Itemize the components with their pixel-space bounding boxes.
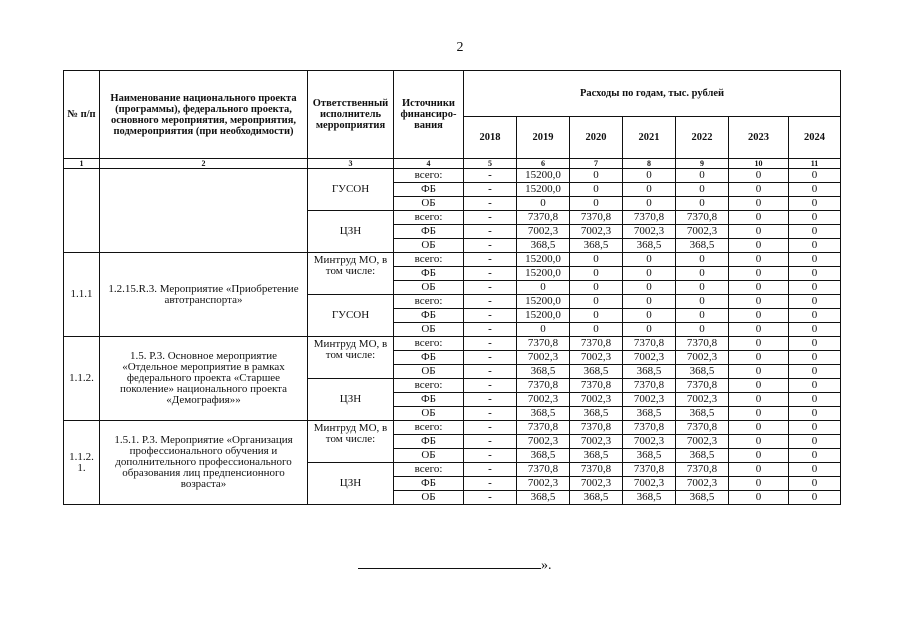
year-value: 7002,3 [517,477,570,491]
table-row [64,337,841,351]
header-num: № п/п [64,71,100,159]
funding-source: ОБ [394,197,464,211]
year-value: 0 [729,169,789,183]
funding-source: всего: [394,295,464,309]
year-value: 0 [789,239,841,253]
year-value: 0 [676,253,729,267]
year-value: 7370,8 [676,337,729,351]
year-value: 0 [729,491,789,505]
funding-source: всего: [394,337,464,351]
year-value: 7370,8 [570,421,623,435]
year-value: 368,5 [570,239,623,253]
item-number: 1.1.2. 1. [64,421,100,505]
funding-source: всего: [394,253,464,267]
year-value: - [464,323,517,337]
year-value: 7370,8 [517,211,570,225]
year-value: 0 [676,197,729,211]
year-value: 7370,8 [570,379,623,393]
item-name: 1.5. Р.3. Основное мероприятие «Отдельное мероприятие в рамках федерального проекта «Старшее поколение» национального проекта «Демография»» [100,337,308,421]
funding-source: ФБ [394,309,464,323]
funding-source: ФБ [394,435,464,449]
year-value: 368,5 [570,365,623,379]
year-value: 7370,8 [570,211,623,225]
item-number [64,169,100,253]
year-value: - [464,267,517,281]
funding-source: всего: [394,211,464,225]
year-value: - [464,435,517,449]
year-value: 368,5 [623,407,676,421]
funding-source: ОБ [394,491,464,505]
funding-source: всего: [394,169,464,183]
year-value: 0 [729,365,789,379]
year-value: 15200,0 [517,267,570,281]
column-numbers-row [64,159,841,169]
year-value: - [464,225,517,239]
year-value: 368,5 [517,491,570,505]
year-value: 0 [789,463,841,477]
year-value: 0 [623,295,676,309]
item-name: 1.5.1. Р.3. Мероприятие «Организация профессионального обучения и дополнительного профессионального образования лиц предпенсионного возраста» [100,421,308,505]
year-value: 0 [789,351,841,365]
year-value: 0 [789,477,841,491]
header-year: 2018 [464,117,517,159]
year-value: 0 [789,491,841,505]
year-value: 7370,8 [570,463,623,477]
year-value: 0 [676,323,729,337]
year-value: 0 [789,449,841,463]
year-value: - [464,309,517,323]
year-value: 368,5 [570,491,623,505]
funding-source: ОБ [394,239,464,253]
year-value: - [464,337,517,351]
funding-source: ОБ [394,407,464,421]
column-number: 11 [789,159,841,169]
funding-source: ФБ [394,351,464,365]
executor-cell: ЦЗН [308,379,394,421]
year-value: 7002,3 [570,393,623,407]
year-value: - [464,407,517,421]
year-value: 7002,3 [517,225,570,239]
year-value: - [464,253,517,267]
year-value: - [464,379,517,393]
year-value: 15200,0 [517,253,570,267]
footer-closing [358,558,552,574]
year-value: 0 [623,169,676,183]
year-value: 0 [729,449,789,463]
year-value: 7002,3 [676,351,729,365]
column-number: 3 [308,159,394,169]
year-value: 368,5 [676,239,729,253]
year-value: - [464,491,517,505]
year-value: - [464,393,517,407]
year-value: 7370,8 [676,421,729,435]
year-value: 0 [623,309,676,323]
table-row [64,421,841,435]
year-value: 0 [789,267,841,281]
year-value: 7370,8 [517,379,570,393]
column-number: 1 [64,159,100,169]
table-row [64,169,841,183]
year-value: 7002,3 [623,351,676,365]
header-name: Наименование национального проекта (программы), федерального проекта, основного мероприятия, мероприятия, подмероприятия (при необходимости) [100,71,308,159]
column-number: 7 [570,159,623,169]
year-value: 0 [789,225,841,239]
year-value: - [464,183,517,197]
header-year: 2019 [517,117,570,159]
year-value: 15200,0 [517,295,570,309]
year-value: 0 [729,239,789,253]
year-value: 7002,3 [676,225,729,239]
executor-cell: Минтруд МО, в том числе: [308,253,394,295]
header-executor: Ответственный исполнитель мерроприятия [308,71,394,159]
year-value: 7002,3 [623,435,676,449]
header-year: 2023 [729,117,789,159]
header-year: 2022 [676,117,729,159]
year-value: 7002,3 [517,435,570,449]
year-value: 0 [729,435,789,449]
year-value: 368,5 [623,365,676,379]
year-value: 0 [729,463,789,477]
year-value: 368,5 [676,449,729,463]
year-value: 0 [729,183,789,197]
year-value: - [464,477,517,491]
year-value: 7370,8 [676,379,729,393]
year-value: 7370,8 [676,463,729,477]
year-value: 15200,0 [517,183,570,197]
year-value: 368,5 [570,449,623,463]
page-number: 2 [456,40,464,55]
year-value: 0 [623,253,676,267]
funding-source: ОБ [394,323,464,337]
funding-source: ФБ [394,267,464,281]
funding-source: ФБ [394,477,464,491]
year-value: 0 [676,281,729,295]
table-row [64,253,841,267]
year-value: 368,5 [517,449,570,463]
header-sources: Источники финансиро-вания [394,71,464,159]
funding-source: всего: [394,379,464,393]
year-value: 0 [676,295,729,309]
year-value: 0 [676,183,729,197]
signature-line [358,558,541,569]
year-value: 368,5 [676,491,729,505]
year-value: 0 [729,421,789,435]
year-value: 0 [729,295,789,309]
funding-source: ФБ [394,183,464,197]
executor-cell: ГУСОН [308,295,394,337]
year-value: 0 [789,407,841,421]
year-value: 7370,8 [623,379,676,393]
year-value: 15200,0 [517,309,570,323]
column-number: 9 [676,159,729,169]
closing-quote: ». [541,558,552,573]
year-value: 0 [570,253,623,267]
item-name [100,169,308,253]
year-value: 368,5 [517,239,570,253]
year-value: 0 [729,211,789,225]
year-value: 0 [789,323,841,337]
header-expenses: Расходы по годам, тыс. рублей [464,71,841,117]
year-value: 0 [729,393,789,407]
year-value: 7370,8 [623,421,676,435]
funding-source: ОБ [394,449,464,463]
year-value: 7002,3 [623,225,676,239]
year-value: 0 [570,197,623,211]
year-value: 0 [676,309,729,323]
funding-source: ОБ [394,365,464,379]
item-number: 1.1.1 [64,253,100,337]
year-value: 0 [623,197,676,211]
year-value: 7370,8 [623,337,676,351]
year-value: 0 [729,337,789,351]
year-value: 0 [517,197,570,211]
year-value: 0 [789,197,841,211]
year-value: 7002,3 [676,393,729,407]
column-number: 8 [623,159,676,169]
year-value: 0 [676,267,729,281]
year-value: 0 [729,379,789,393]
year-value: 0 [729,197,789,211]
funding-source: ФБ [394,225,464,239]
year-value: 7370,8 [570,337,623,351]
year-value: 7370,8 [517,337,570,351]
year-value: 368,5 [570,407,623,421]
year-value: 7002,3 [676,435,729,449]
executor-cell: Минтруд МО, в том числе: [308,337,394,379]
year-value: 368,5 [676,407,729,421]
year-value: 0 [729,309,789,323]
executor-cell: ЦЗН [308,463,394,505]
year-value: 368,5 [623,491,676,505]
year-value: 15200,0 [517,169,570,183]
year-value: 7002,3 [570,351,623,365]
budget-table [63,70,841,505]
funding-source: ФБ [394,393,464,407]
executor-cell: ГУСОН [308,169,394,211]
funding-source: всего: [394,421,464,435]
year-value: - [464,169,517,183]
year-value: 0 [729,267,789,281]
year-value: 0 [570,267,623,281]
year-value: 0 [789,365,841,379]
year-value: 7002,3 [676,477,729,491]
header-year: 2020 [570,117,623,159]
column-number: 4 [394,159,464,169]
year-value: 0 [789,281,841,295]
year-value: 0 [729,253,789,267]
header-year: 2024 [789,117,841,159]
item-name: 1.2.15.R.3. Мероприятие «Приобретение автотранспорта» [100,253,308,337]
item-number: 1.1.2. [64,337,100,421]
year-value: 0 [729,281,789,295]
header-year: 2021 [623,117,676,159]
table-body [64,169,841,505]
year-value: 0 [570,281,623,295]
year-value: 0 [570,295,623,309]
column-number: 2 [100,159,308,169]
year-value: 0 [729,351,789,365]
year-value: 0 [729,225,789,239]
year-value: 7002,3 [570,435,623,449]
year-value: 7002,3 [570,477,623,491]
year-value: 0 [729,323,789,337]
year-value: 0 [729,477,789,491]
year-value: 7002,3 [570,225,623,239]
year-value: 0 [570,183,623,197]
year-value: 368,5 [676,365,729,379]
year-value: 0 [789,211,841,225]
year-value: 7002,3 [623,477,676,491]
year-value: 0 [570,309,623,323]
year-value: 0 [517,281,570,295]
column-number: 6 [517,159,570,169]
year-value: - [464,365,517,379]
year-value: 0 [623,267,676,281]
year-value: 7370,8 [517,463,570,477]
year-value: 0 [789,337,841,351]
year-value: 0 [789,295,841,309]
column-number: 5 [464,159,517,169]
year-value: 7370,8 [623,463,676,477]
executor-cell: ЦЗН [308,211,394,253]
executor-cell: Минтруд МО, в том числе: [308,421,394,463]
year-value: 0 [570,323,623,337]
year-value: - [464,449,517,463]
year-value: 0 [789,435,841,449]
year-value: - [464,197,517,211]
year-value: 0 [517,323,570,337]
year-value: 7370,8 [517,421,570,435]
year-value: 368,5 [517,407,570,421]
year-value: 0 [789,393,841,407]
year-value: 0 [570,169,623,183]
year-value: 0 [789,253,841,267]
year-value: - [464,421,517,435]
year-value: 7370,8 [676,211,729,225]
year-value: 0 [676,169,729,183]
year-value: 7002,3 [623,393,676,407]
year-value: - [464,351,517,365]
year-value: 368,5 [623,449,676,463]
year-value: - [464,463,517,477]
year-value: - [464,211,517,225]
funding-source: ОБ [394,281,464,295]
year-value: 0 [623,323,676,337]
year-value: 0 [623,281,676,295]
year-value: 0 [789,169,841,183]
funding-source: всего: [394,463,464,477]
year-value: 0 [729,407,789,421]
year-value: 0 [789,421,841,435]
year-value: 0 [623,183,676,197]
year-value: 368,5 [517,365,570,379]
year-value: 7002,3 [517,393,570,407]
year-value: - [464,239,517,253]
year-value: 0 [789,309,841,323]
column-number: 10 [729,159,789,169]
year-value: 7002,3 [517,351,570,365]
year-value: 0 [789,379,841,393]
year-value: - [464,281,517,295]
year-value: - [464,295,517,309]
year-value: 7370,8 [623,211,676,225]
year-value: 368,5 [623,239,676,253]
year-value: 0 [789,183,841,197]
